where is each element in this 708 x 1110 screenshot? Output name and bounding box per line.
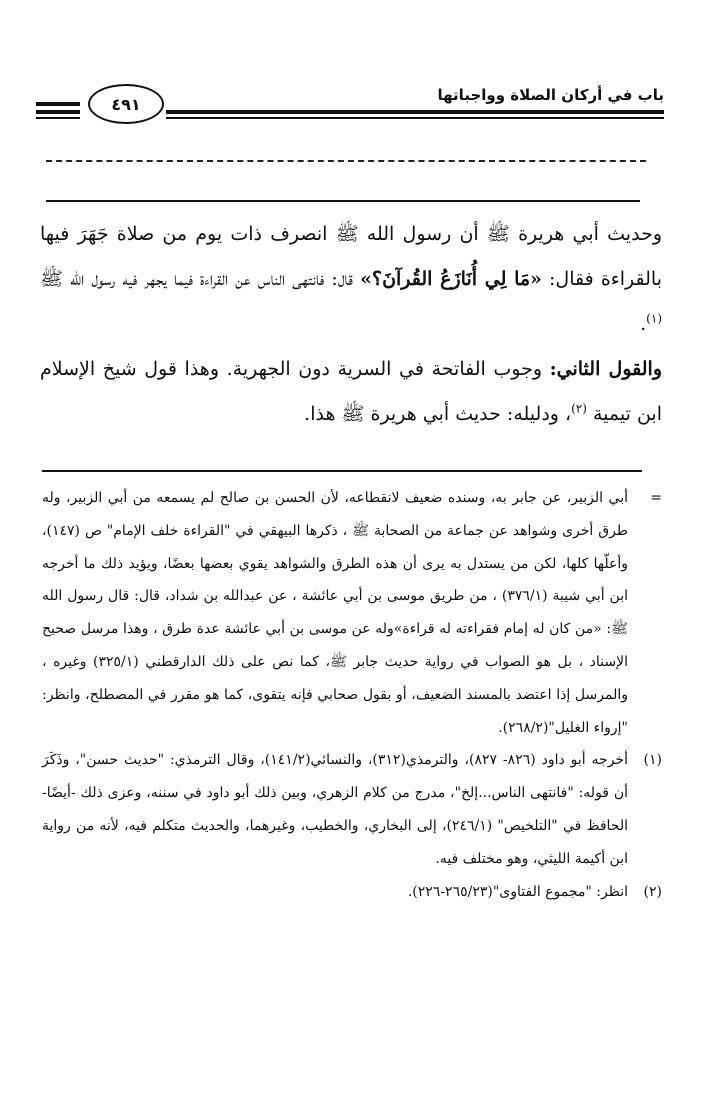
p1-text-after: قال: فانتهى الناس عن القراءة فيما يجهر فيه رسول الله ﷺ <box>40 268 361 290</box>
main-text <box>40 212 662 437</box>
header-rule-left-1 <box>36 102 80 106</box>
footnote-1-text: أخرجه أبو داود (٨٢٦- ٨٢٧)، والترمذي(٣١٢)، والنسائي(١٤١/٢)، وقال الترمذي: "حديث حسن"، وذَكَرَ أن قوله: "فانتهى الناس...إلخ"، مدرج من كلام الزهري، وبين ذلك أبو داود في سننه، وعزى ذلك -أيضًا- الحافظ في "التلخيص" (٢٤٦/١)، إلى البخاري، والخطيب، وغيرهما، والحديث متكلم فيه، لأنه من رواية ابن أكيمة الليثي، وهو مختلف فيه. <box>42 752 628 867</box>
header-rule-left-3 <box>36 117 80 119</box>
footnote-2-text: انظر: "مجموع الفتاوى"(٢٦٥/٢٣-٢٢٦). <box>407 883 628 900</box>
p2-text: وجوب الفاتحة في السرية دون الجهرية. وهذا قول شيخ الإسلام ابن تيمية <box>40 358 662 425</box>
dashed-separator <box>46 160 646 162</box>
p2-end: ، ودليله: حديث أبي هريرة ﷺ هذا. <box>304 403 572 425</box>
paragraph-second-opinion <box>40 347 662 437</box>
header-rule-thin <box>166 117 664 119</box>
page-header <box>36 80 664 124</box>
p1-end: . <box>640 313 647 335</box>
footnote-continued <box>42 482 662 744</box>
footnote-1 <box>42 744 662 875</box>
header-rule-thick <box>166 110 664 114</box>
footnote-ref-2: (٢) <box>571 401 587 416</box>
p1-quote: «مَا لِي أُنَازَعُ القُرآنَ؟» <box>360 268 542 290</box>
footnote-continued-marker: = <box>650 490 662 506</box>
p1-text-start: وحديث أبي هريرة ﷺ أن رسول الله ﷺ انصرف ذات يوم من صلاة جَهَرَ فيها بالقراءة فقال: <box>40 223 662 290</box>
chapter-title: باب في أركان الصلاة وواجباتها <box>437 86 664 104</box>
footnotes <box>42 482 662 908</box>
footnote-2-marker: (٢) <box>643 883 662 900</box>
footnote-continued-text: أبي الزبير، عن جابر به، وسنده ضعيف لانقطاعه، لأن الحسن بن صالح لم يسمعه من أبي الزبير، وله طرق أخرى وشواهد عن جماعة من الصحابة ﷺ ، ذكرها البيهقي في "القراءة خلف الإمام" ص (١٤٧)، وأعلّها كلها، لكن من يستدل به يرى أن هذه الطرق والشواهد يقوي بعضها بعضًا، ويؤيد ذلك ما أخرجه ابن أبي شيبة (٣٧٦/١) ، من طريق موسى بن أبي عائشة ، عن عبدالله بن شداد، قال: قال رسول الله ﷺ: «من كان له إمام فقراءته له قراءة»وله عن موسى بن أبي عائشة عدة طرق ، وهذا مرسل صحيح الإسناد ، بل هو الصواب في رواية حديث جابر ﷺ، كما نص على ذلك الدارقطني (٣٢٥/١) وغيره ، والمرسل إذا اعتضد بالمسند الضعيف، أو بقول صحابي فإنه يتقوى، كما هو مقرر في المصطلح، وانظر: "إرواء الغليل"(٢٦٨/٢). <box>42 490 629 736</box>
footnote-rule <box>42 470 642 472</box>
footnote-1-marker: (١) <box>643 752 662 769</box>
body-top-rule <box>46 200 640 202</box>
p2-label: والقول الثاني: <box>549 358 663 380</box>
footnote-2 <box>42 876 662 909</box>
header-rule-left-2 <box>36 110 80 114</box>
footnote-ref-1: (١) <box>646 311 662 326</box>
paragraph-hadith <box>40 212 662 347</box>
page-number: ٤٩١ <box>88 84 164 124</box>
